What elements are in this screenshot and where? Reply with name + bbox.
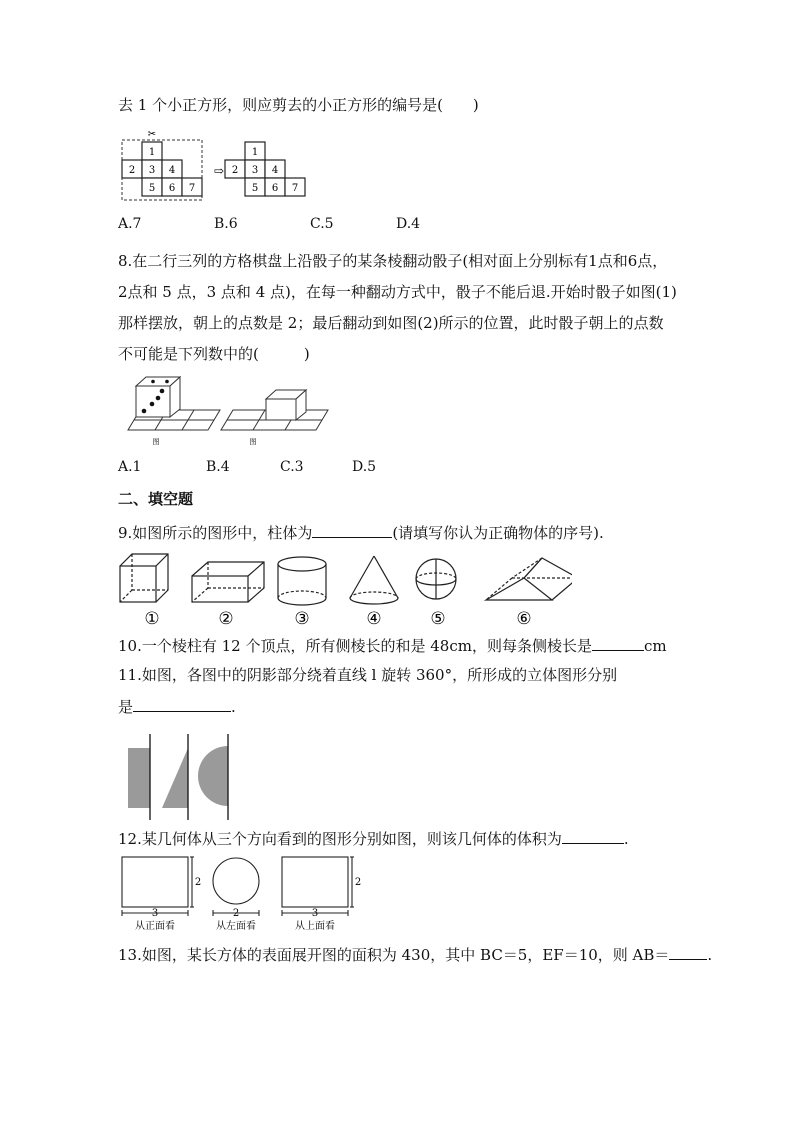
option-b: B.4	[206, 459, 230, 475]
net-num: 2	[231, 165, 239, 176]
q10-prefix: 10.一个棱柱有 12 个顶点，所有侧棱长的和是 48cm，则每条侧棱长是	[118, 637, 592, 655]
net-num: 4	[271, 165, 279, 176]
q8-line-1: 8.在二行三列的方格棋盘上沿骰子的某条棱翻动骰子(相对面上分别标有1点和6点，	[118, 252, 668, 270]
q12-prefix: 12.某几何体从三个方向看到的图形分别如图，则该几何体的体积为	[118, 830, 562, 848]
q12-views-figure	[118, 853, 378, 935]
dim-label: 2	[354, 877, 362, 888]
q9-shapes-figure	[112, 548, 572, 628]
net-num: 5	[251, 183, 259, 194]
answer-blank[interactable]	[562, 829, 624, 844]
shape-label: ⑥	[516, 609, 532, 628]
q9-prefix: 9.如图所示的图形中，柱体为	[118, 524, 313, 542]
arrow-icon: ⇨	[214, 164, 225, 178]
option-c: C.3	[280, 459, 304, 475]
q8-dice-figure	[118, 372, 338, 450]
view-label: 从正面看	[135, 921, 175, 932]
net-num: 7	[291, 183, 299, 194]
view-label: 从上面看	[295, 921, 335, 932]
shape-label: ①	[144, 609, 160, 628]
net-num: 3	[251, 165, 259, 176]
net-num: 6	[271, 183, 279, 194]
net-num: 4	[168, 165, 176, 176]
q13-stem	[118, 945, 712, 965]
option-d: D.5	[352, 459, 377, 475]
net-num: 3	[148, 165, 156, 176]
q8-line-3: 那样摆放，朝上的点数是 2；最后翻动到如图(2)所示的位置，此时骰子朝上的点数	[118, 314, 664, 332]
q7-net-figure	[120, 130, 310, 202]
q12-suffix: .	[623, 830, 629, 848]
answer-blank[interactable]	[312, 523, 392, 538]
answer-blank[interactable]	[669, 945, 707, 960]
answer-blank[interactable]	[592, 636, 644, 651]
q13-prefix: 13.如图，某长方体的表面展开图的面积为 430，其中 BC＝5，EF＝10，则 AB＝	[118, 946, 670, 964]
fig-label-1: 图	[152, 438, 160, 446]
option-d: D.4	[396, 216, 421, 232]
q8-line-4: 不可能是下列数中的( )	[118, 345, 310, 363]
shape-label: ⑤	[430, 609, 446, 628]
option-a: A.1	[118, 459, 142, 475]
net-num: 5	[148, 183, 156, 194]
q12-stem	[118, 829, 629, 849]
net-num: 2	[128, 165, 136, 176]
option-b: B.6	[214, 216, 238, 232]
q10-suffix: cm	[643, 637, 667, 655]
option-c: C.5	[310, 216, 334, 232]
dim-label: 3	[311, 908, 319, 919]
dim-label: 3	[151, 908, 159, 919]
q10-stem	[118, 636, 667, 656]
scissors-icon: ✂	[147, 130, 157, 140]
view-label: 从左面看	[216, 921, 256, 932]
q7-stem: 去 1 个小正方形，则应剪去的小正方形的编号是( )	[118, 96, 479, 114]
net-num: 7	[188, 183, 196, 194]
net-num: 1	[148, 147, 156, 158]
q11-line-1: 11.如图，各图中的阴影部分绕着直线 l 旋转 360°，所形成的立体图形分别	[118, 666, 618, 684]
shape-label: ④	[366, 609, 382, 628]
q9-suffix: (请填写你认为正确物体的序号).	[392, 524, 604, 542]
q11-rotation-figure	[120, 730, 240, 820]
q11-line2-prefix: 是	[118, 698, 134, 716]
q13-suffix: .	[707, 946, 713, 964]
shape-label: ③	[294, 609, 310, 628]
shape-label: ②	[218, 609, 234, 628]
q8-line-2: 2点和 5 点，3 点和 4 点)，在每一种翻动方式中，骰子不能后退.开始时骰子如图(1)	[118, 283, 677, 301]
answer-blank[interactable]	[133, 697, 231, 712]
q11-line2-suffix: .	[231, 698, 236, 716]
option-a: A.7	[118, 216, 142, 232]
dim-label: 2	[194, 877, 202, 888]
q9-stem	[118, 523, 604, 543]
net-num: 6	[168, 183, 176, 194]
dim-label: 2	[232, 908, 240, 919]
net-num: 1	[251, 147, 259, 158]
section-heading: 二、填空题	[118, 490, 194, 508]
fig-label-2: 图	[249, 438, 257, 446]
q11-line-2	[118, 697, 236, 717]
